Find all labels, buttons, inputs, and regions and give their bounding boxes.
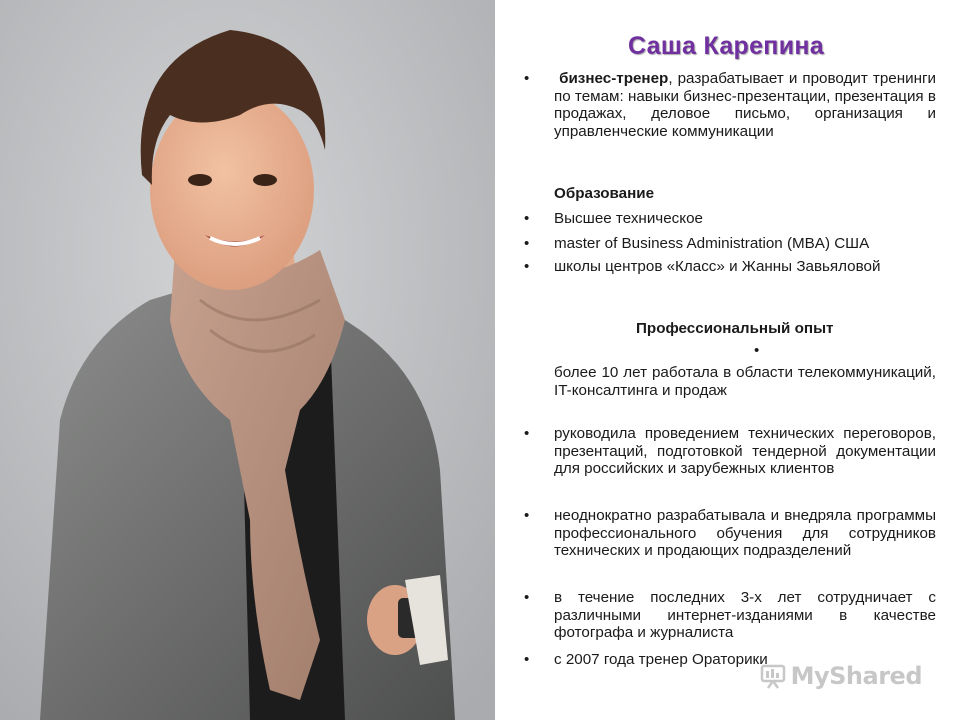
myshared-watermark: [759, 660, 922, 692]
experience-heading: Профессиональный опыт: [636, 320, 834, 337]
bio-panel: [514, 0, 938, 720]
education-item-1: Высшее техническое: [554, 210, 703, 227]
watermark-text: MyShared: [790, 662, 922, 690]
bullet: •: [524, 210, 530, 227]
list-item: [524, 235, 936, 253]
bullet: •: [524, 235, 530, 252]
list-item: [524, 589, 936, 642]
education-item-3: школы центров «Класс» и Жанны Завьяловой: [554, 258, 881, 275]
role-text: бизнес-тренер: [559, 70, 669, 87]
list-item: [524, 425, 936, 478]
experience-item-3: неоднократно разрабатывала и внедряла программы профессионального обучения для сотрудников технических и продающих подразделений: [554, 507, 936, 559]
bullet: •: [524, 258, 530, 275]
list-item: [554, 364, 936, 399]
page-title: Саша Карепина: [628, 32, 824, 60]
bullet: •: [754, 342, 760, 359]
education-item-2: master of Business Administration (MBA) США: [554, 235, 870, 252]
experience-item-1: более 10 лет работала в области телекоммуникаций, IT-консалтинга и продаж: [554, 364, 936, 399]
bullet: •: [524, 589, 530, 606]
experience-item-2: руководила проведением технических переговоров, презентаций, подготовкой тендерной документации для российских и зарубежных клиентов: [554, 425, 936, 477]
list-item: [524, 507, 936, 560]
intro-text: , разрабатывает и проводит тренинги по темам: навыки бизнес-презентации, презентация в продажах, деловое письмо, организация и управленческие коммуникации: [554, 70, 936, 140]
bullet: •: [524, 507, 530, 524]
experience-item-5: с 2007 года тренер Ораторики: [554, 651, 768, 668]
presentation-icon: [759, 662, 787, 690]
intro-item: [524, 70, 936, 140]
education-heading: Образование: [554, 185, 655, 202]
list-item: [524, 258, 936, 276]
experience-item-4: в течение последних 3-х лет сотрудничает с различными интернет-изданиями в качестве фотографа и журналиста: [554, 589, 936, 641]
bullet: •: [524, 425, 530, 442]
bullet: •: [524, 651, 530, 668]
list-item: [524, 210, 936, 228]
bullet: •: [524, 70, 530, 87]
